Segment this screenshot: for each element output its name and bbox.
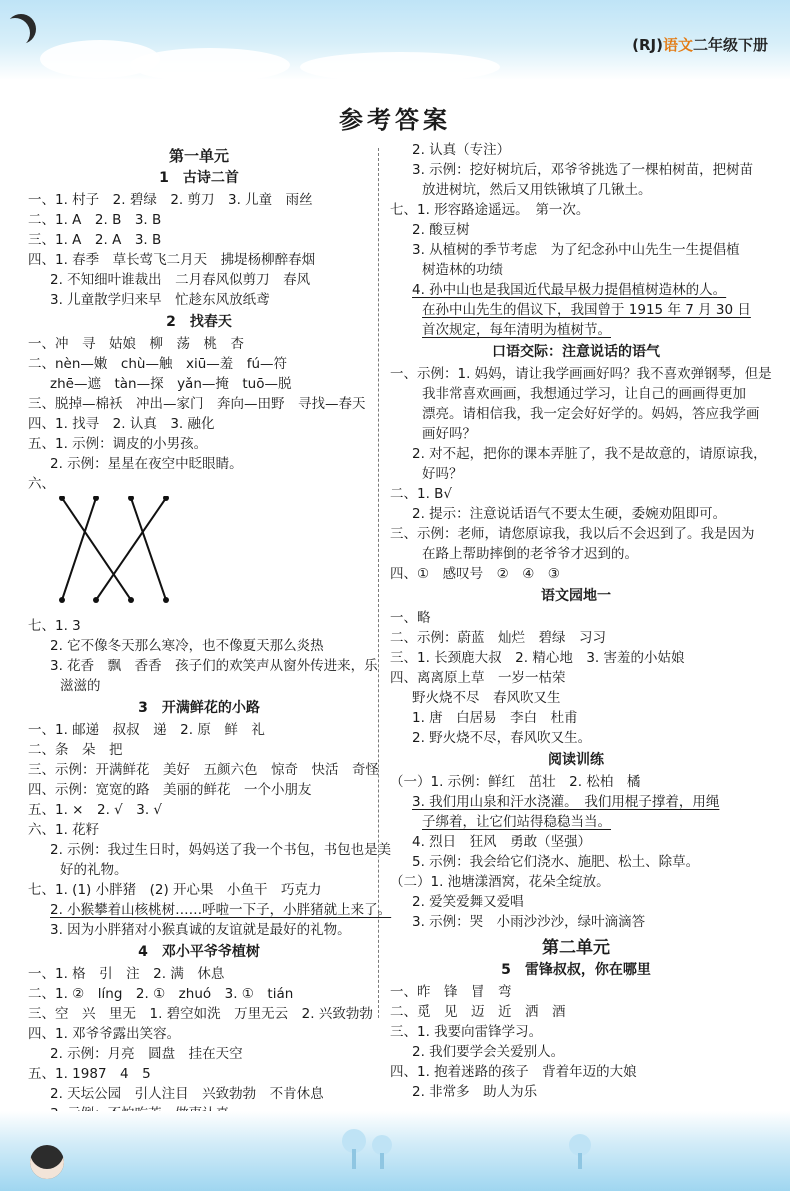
answer-line: （一）1. 示例：鲜红 茁壮 2. 松柏 橘 (390, 774, 641, 790)
answer-line: 2. 我们要学会关爱别人。 (412, 1044, 565, 1060)
answer-line: 四、1. 春季 草长莺飞二月天 拂堤杨柳醉春烟 (28, 252, 316, 268)
lesson-heading: 2 找春天 (166, 314, 232, 330)
answer-line: 二、条 朵 把 (28, 742, 123, 758)
answer-line: 四、1. 邓爷爷露出笑容。 (28, 1026, 181, 1042)
answer-line: 画好吗？ (422, 426, 476, 442)
lesson-heading: 5 雷锋叔叔，你在哪里 (501, 962, 651, 978)
underlined-answer: 2. 小猴攀着山核桃树……呼啦一下子，小胖猪就上来了。 (50, 902, 392, 918)
answer-line: 我非常喜欢画画，我想通过学习，让自己的画画得更加 (422, 386, 746, 402)
answer-line: 3. 儿童散学归来早 忙趁东风放纸鸢 (50, 292, 270, 308)
answer-line: 五、1. 1987 4 5 (28, 1066, 151, 1082)
cloud-decoration (300, 52, 500, 82)
answer-line: 2. 不知细叶谁裁出 二月春风似剪刀 春风 (50, 272, 311, 288)
answer-line: 2. 爱笑爱舞又爱唱 (412, 894, 524, 910)
matching-dot (93, 597, 99, 603)
matching-dot (93, 496, 99, 501)
answer-line: 4. 烈日 狂风 勇敢（坚强） (412, 834, 592, 850)
answer-line: 树造林的功绩 (422, 262, 503, 278)
matching-lines-diagram (56, 496, 176, 606)
matching-dot (128, 597, 134, 603)
answer-line: 二、nèn—嫩 chù—触 xiū—羞 fú—符 (28, 356, 288, 372)
answer-line: 2. 天坛公园 引人注目 兴致勃勃 不肯休息 (50, 1086, 324, 1102)
answer-line: 三、空 兴 里无 1. 碧空如洗 万里无云 2. 兴致勃勃 (28, 1006, 373, 1022)
answer-line: 三、1. A 2. A 3. B (28, 232, 162, 248)
answer-line (390, 280, 762, 300)
answer-line: 2. 示例：月亮 圆盘 挂在天空 (50, 1046, 243, 1062)
column-divider (378, 148, 379, 1018)
lesson-heading: 1 古诗二首 (159, 170, 239, 186)
matching-dot (128, 496, 134, 501)
underlined-answer: 在孙中山先生的倡议下，我国曾于 1915 年 7 月 30 日 (422, 302, 751, 318)
answer-line: 2. 非常多 助人为乐 (412, 1084, 538, 1100)
right-column (390, 140, 772, 1102)
matching-dot (59, 597, 65, 603)
matching-line (96, 498, 166, 600)
answer-line: 2. 对不起，把你的课本弄脏了，我不是故意的，请原谅我， (412, 446, 767, 462)
answer-line: 3. 因为小胖猪对小猴真诚的友谊就是最好的礼物。 (50, 922, 351, 938)
book-label (632, 34, 768, 55)
tree-icon (340, 1125, 400, 1171)
answer-line: 好的礼物。 (60, 862, 128, 878)
answer-line: 放进树坑，然后又用铁锹填了几锹土。 (422, 182, 652, 198)
answer-line: 四、离离原上草 一岁一枯荣 (390, 670, 566, 686)
book-prefix: (RJ) (632, 36, 663, 54)
answer-line: 七、1. 形容路途遥远。 第一次。 (390, 202, 590, 218)
answer-line: 一、略 (390, 610, 431, 626)
answer-line: 2. 提示：注意说话语气不要太生硬，委婉劝阻即可。 (412, 506, 727, 522)
footer-band (0, 1111, 790, 1191)
answer-line: 六、 (28, 476, 55, 492)
answer-line: 三、脱掉—棉袄 冲出—家门 奔向—田野 寻找—春天 (28, 396, 366, 412)
answer-line: 三、1. 长颈鹿大叔 2. 精心地 3. 害羞的小姑娘 (390, 650, 685, 666)
answer-line: 3. 示例：挖好树坑后，邓爷爷挑选了一棵柏树苗，把树苗 (412, 162, 754, 178)
answer-line: 一、1. 邮递 叔叔 递 2. 原 鲜 礼 (28, 722, 265, 738)
answer-line: 七、1. 3 (28, 618, 81, 634)
answer-line: 五、1. × 2. √ 3. √ (28, 802, 163, 818)
matching-line (131, 498, 166, 600)
answer-line: （二）1. 池塘漾酒窝，花朵全绽放。 (390, 874, 610, 890)
page-title: 参考答案 (339, 106, 451, 134)
answer-line: 5. 示例：我会给它们浇水、施肥、松土、除草。 (412, 854, 700, 870)
moon-icon (6, 14, 36, 44)
answer-line: 2. 示例：星星在夜空中眨眼睛。 (50, 456, 243, 472)
answer-line: 野火烧不尽 春风吹又生 (412, 690, 561, 706)
answer-line (390, 320, 762, 340)
answer-line: 二、1. A 2. B 3. B (28, 212, 162, 228)
answer-line: 2. 野火烧不尽，春风吹又生。 (412, 730, 592, 746)
answer-line: zhē—遮 tàn—探 yǎn—掩 tuō—脱 (50, 376, 292, 392)
answer-line (390, 300, 762, 320)
matching-dot (163, 597, 169, 603)
answer-line: 1. 唐 白居易 李白 杜甫 (412, 710, 578, 726)
cloud-decoration (130, 48, 290, 82)
answer-line: 二、1. B√ (390, 486, 453, 502)
lesson-heading: 3 开满鲜花的小路 (138, 700, 260, 716)
answer-line: 一、1. 村子 2. 碧绿 2. 剪刀 3. 儿童 雨丝 (28, 192, 313, 208)
answer-line: 滋滋的 (60, 678, 101, 694)
answer-line: 七、1. (1) 小胖猪 (2) 开心果 小鱼干 巧克力 (28, 882, 322, 898)
answer-line: 三、示例：老师，请您原谅我，我以后不会迟到了。我是因为 (390, 526, 755, 542)
underlined-answer: 首次规定，每年清明为植树节。 (422, 322, 611, 338)
tree-icon (560, 1131, 600, 1171)
matching-question (28, 474, 370, 616)
answer-line: 3. 从植树的季节考虑 为了纪念孙中山先生一生提倡植 (412, 242, 740, 258)
answer-line: 一、冲 寻 姑娘 柳 荡 桃 杏 (28, 336, 244, 352)
unit-heading: 第二单元 (542, 938, 610, 958)
lesson-heading: 语文园地一 (541, 588, 611, 604)
lesson-heading: 口语交际：注意说话的语气 (492, 344, 660, 360)
answer-line: 3. 示例：哭 小雨沙沙沙，绿叶滴滴答 (412, 914, 646, 930)
answer-line: 四、示例：宽宽的路 美丽的鲜花 一个小朋友 (28, 782, 312, 798)
answer-line: 三、示例：开满鲜花 美好 五颜六色 惊奇 快活 奇怪 (28, 762, 379, 778)
answer-line: 漂亮。请相信我，我一定会好好学的。妈妈，答应我学画 (422, 406, 760, 422)
answer-line: 在路上帮助摔倒的老爷爷才迟到的。 (422, 546, 638, 562)
answer-line: 二、觅 见 迈 近 洒 酒 (390, 1004, 566, 1020)
answer-line: 2. 它不像冬天那么寒冷，也不像夏天那么炎热 (50, 638, 324, 654)
answer-line: 四、1. 找寻 2. 认真 3. 融化 (28, 416, 215, 432)
answer-line: 2. 酸豆树 (412, 222, 470, 238)
answer-line: 五、1. 示例：调皮的小男孩。 (28, 436, 208, 452)
matching-line (62, 498, 96, 600)
answer-line: 四、① 感叹号 ② ④ ③ (390, 566, 560, 582)
answer-line (28, 900, 392, 920)
lesson-heading: 阅读训练 (548, 752, 604, 768)
child-illustration (30, 1145, 64, 1179)
answer-line: 一、昨 锋 冒 弯 (390, 984, 512, 1000)
grade-label: 二年级下册 (692, 36, 768, 54)
subject-label: 语文 (662, 36, 693, 54)
answer-line: 三、1. 我要向雷锋学习。 (390, 1024, 543, 1040)
answer-line: 六、1. 花籽 (28, 822, 100, 838)
answer-line: 3. 花香 飘 香香 孩子们的欢笑声从窗外传进来，乐 (50, 658, 378, 674)
answer-line: 2. 认真（专注） (412, 142, 511, 158)
answer-line (390, 792, 762, 812)
matching-line (62, 498, 131, 600)
underlined-answer: 子绑着，让它们站得稳稳当当。 (422, 814, 611, 830)
answer-line: 二、示例：蔚蓝 灿烂 碧绿 习习 (390, 630, 606, 646)
answer-line: 一、1. 格 引 注 2. 满 休息 (28, 966, 225, 982)
unit-heading: 第一单元 (168, 147, 229, 165)
underlined-answer: 4. 孙中山也是我国近代最早极力提倡植树造林的人。 (412, 282, 727, 298)
answer-line: 一、示例：1. 妈妈，请让我学画画好吗？我不喜欢弹钢琴，但是 (390, 366, 772, 382)
answer-line: 2. 示例：我过生日时，妈妈送了我一个书包，书包也是美 (50, 842, 392, 858)
answer-line: 二、1. ② líng 2. ① zhuó 3. ① tián (28, 986, 294, 1002)
left-column (28, 140, 392, 1144)
underlined-answer: 3. 我们用山泉和汗水浇灌。 我们用棍子撑着，用绳 (412, 794, 720, 810)
answer-line: 好吗？ (422, 466, 463, 482)
answer-line: 四、1. 抱着迷路的孩子 背着年迈的大娘 (390, 1064, 637, 1080)
answer-line (390, 812, 762, 832)
lesson-heading: 4 邓小平爷爷植树 (138, 944, 260, 960)
